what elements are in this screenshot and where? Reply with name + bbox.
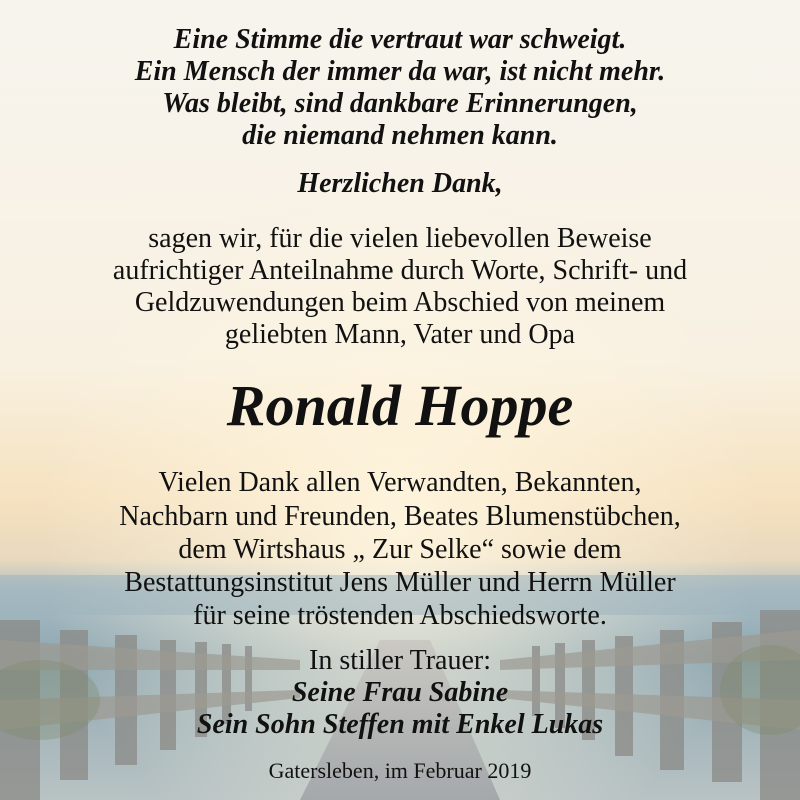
thanks-body-line: geliebten Mann, Vater und Opa xyxy=(224,319,576,350)
signature-line: Seine Frau Sabine xyxy=(291,677,509,708)
thanks-body-line: sagen wir, für die vielen liebevollen Beweise xyxy=(148,223,652,254)
gratitude-line: für seine tröstenden Abschiedsworte. xyxy=(193,600,607,631)
mourning-label: In stiller Trauer: xyxy=(309,645,491,676)
poem-line: die niemand nehmen kann. xyxy=(242,120,558,151)
place-date: Gatersleben, im Februar 2019 xyxy=(268,758,532,783)
poem-line: Ein Mensch der immer da war, ist nicht mehr. xyxy=(134,56,666,87)
deceased-name: Ronald Hoppe xyxy=(226,373,574,438)
gratitude-line: dem Wirtshaus „ Zur Selke“ sowie dem xyxy=(178,534,622,565)
signature-line: Sein Sohn Steffen mit Enkel Lukas xyxy=(196,709,604,740)
thanks-heading: Herzlichen Dank, xyxy=(297,168,503,199)
thanks-body-line: Geldzuwendungen beim Abschied von meinem xyxy=(134,287,666,318)
gratitude-line: Nachbarn und Freunden, Beates Blumenstübchen, xyxy=(119,501,681,532)
thanks-body-line: aufrichtiger Anteilnahme durch Worte, Schrift- und xyxy=(112,255,688,286)
poem-line: Eine Stimme die vertraut war schweigt. xyxy=(173,24,627,55)
poem-line: Was bleibt, sind dankbare Erinnerungen, xyxy=(162,88,638,119)
gratitude-line: Vielen Dank allen Verwandten, Bekannten, xyxy=(158,467,642,498)
gratitude-line: Bestattungsinstitut Jens Müller und Herrn Müller xyxy=(124,567,676,598)
